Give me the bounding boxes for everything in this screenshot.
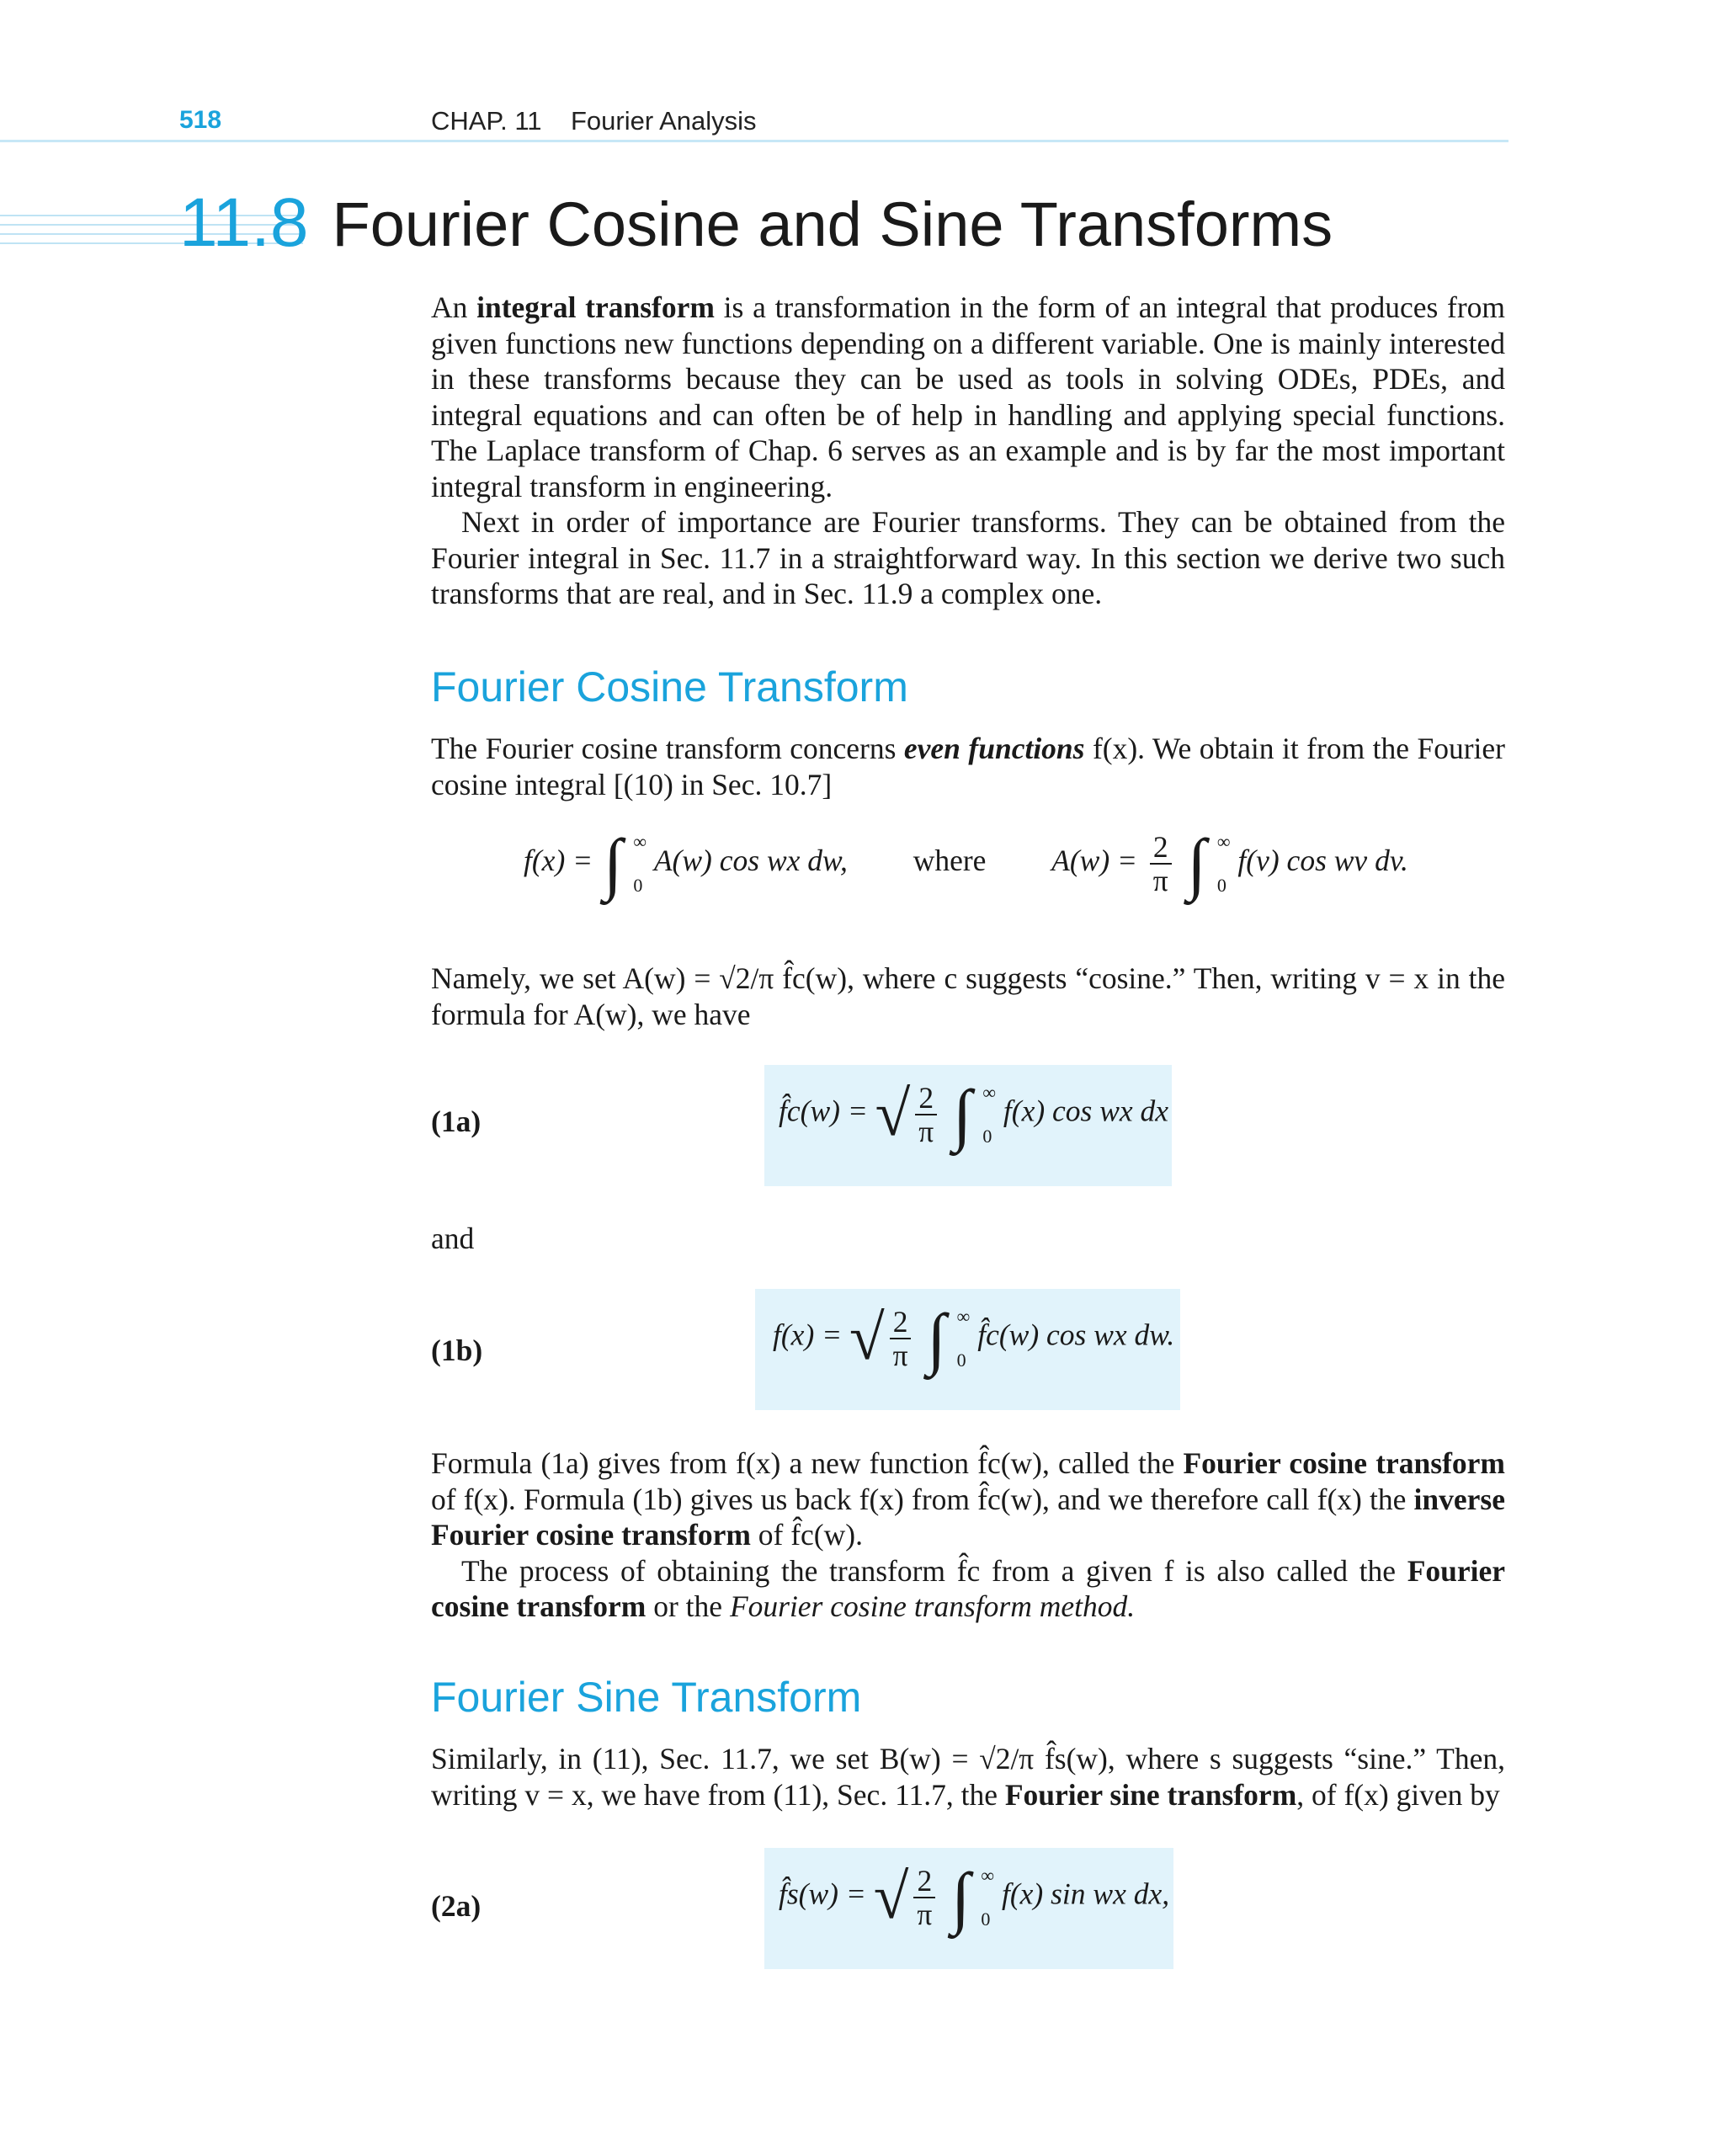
header-rule xyxy=(0,140,1508,142)
eq-1a-label: (1a) xyxy=(431,1105,482,1138)
cosine-heading: Fourier Cosine Transform xyxy=(431,663,908,711)
cosine-paragraph-3: Formula (1a) gives from f(x) a new function f̂c(w), called the Fourier cosine transform of f(x). Formula (1b) gives us back f(x) from f̂c(w), and we therefore call f(x) the inverse Fourier cosine transform of f̂c(w). The process of obtaining the transform f̂c from a given f is also called the Fourier cosine transform or the Fourier cosine transform method. xyxy=(431,1446,1505,1623)
integral-sign: ∫ xyxy=(953,1075,972,1153)
sine-heading: Fourier Sine Transform xyxy=(431,1674,862,1721)
integral-limits: ∞ 0 xyxy=(1216,831,1231,896)
integral-limits: ∞ 0 xyxy=(982,1081,997,1147)
intro-paragraph-2: Next in order of importance are Fourier transforms. They can be obtained from the Fourier integral in Sec. 11.7 in a straightforward way. In this section we derive two such transforms that are real, and in Sec. 11.9 a complex one. xyxy=(431,505,1505,610)
section-heading xyxy=(179,184,1333,263)
section-title: Fourier Cosine and Sine Transforms xyxy=(332,189,1333,259)
chapter-title: CHAP. 11 Fourier Analysis xyxy=(431,106,757,136)
integral-sign: ∫ xyxy=(927,1299,946,1376)
section-number: 11.8 xyxy=(179,184,309,261)
eq-2a-label: (2a) xyxy=(431,1889,482,1923)
intro-paragraph-1: An integral transform is a transformation in the form of an integral that produces from given functions new functions depending on a different variable. One is mainly interested in these transforms because they can be used as tools in solving ODEs, PDEs, and integral equations and can often be of help in handling and applying special functions. The Laplace transform of Chap. 6 serves as an example and is by far the most important integral transform in engineering. xyxy=(431,290,1506,503)
cosine-paragraph-2: Namely, we set A(w) = √2/π f̂c(w), where c suggests “cosine.” Then, writing v = x in the formula for A(w), we have xyxy=(431,961,1505,1031)
page-number: 518 xyxy=(179,106,222,134)
eq-1b-label: (1b) xyxy=(431,1334,483,1367)
and-text: and xyxy=(431,1222,475,1255)
eq-1b: f(x) = √ $\frac{2}{\pi}$ ∫ ∞ 0 f̂c(w) cos wx dw. xyxy=(773,1299,1175,1376)
integral-limits: ∞ 0 xyxy=(633,831,646,896)
intro-text xyxy=(431,290,1505,612)
cosine-integral-equation: f(x) = ∫ ∞ 0 A(w) cos wx dw, where A(w) = $\frac{2}{\pi}$ ∫ ∞ 0 f(v) cos wv dv. xyxy=(524,825,1408,902)
integral-sign: ∫ xyxy=(1187,825,1206,902)
running-head xyxy=(0,106,1508,141)
integral-limits: ∞ 0 xyxy=(956,1305,971,1371)
eq-2a: f̂s(w) = √ $\frac{2}{\pi}$ ∫ ∞ 0 f(x) sin wx dx, xyxy=(779,1858,1170,1935)
sine-paragraph-1: Similarly, in (11), Sec. 11.7, we set B(w) = √2/π f̂s(w), where s suggests “sine.” Then, writing v = x, we have from (11), Sec. 11.7, the Fourier sine transform, of f(x) given by xyxy=(431,1742,1505,1812)
cosine-paragraph-1: The Fourier cosine transform concerns even functions f(x). We obtain it from the Fourier cosine integral [(10) in Sec. 10.7] xyxy=(431,732,1505,801)
integral-sign: ∫ xyxy=(603,825,623,902)
two-over-pi: $\frac{2}{\pi}$ xyxy=(1150,831,1172,897)
integral-sign: ∫ xyxy=(951,1858,971,1935)
eq-1a: f̂c(w) = √ $\frac{2}{\pi}$ ∫ ∞ 0 f(x) cos wx dx xyxy=(779,1075,1169,1153)
integral-limits: ∞ 0 xyxy=(981,1864,995,1930)
